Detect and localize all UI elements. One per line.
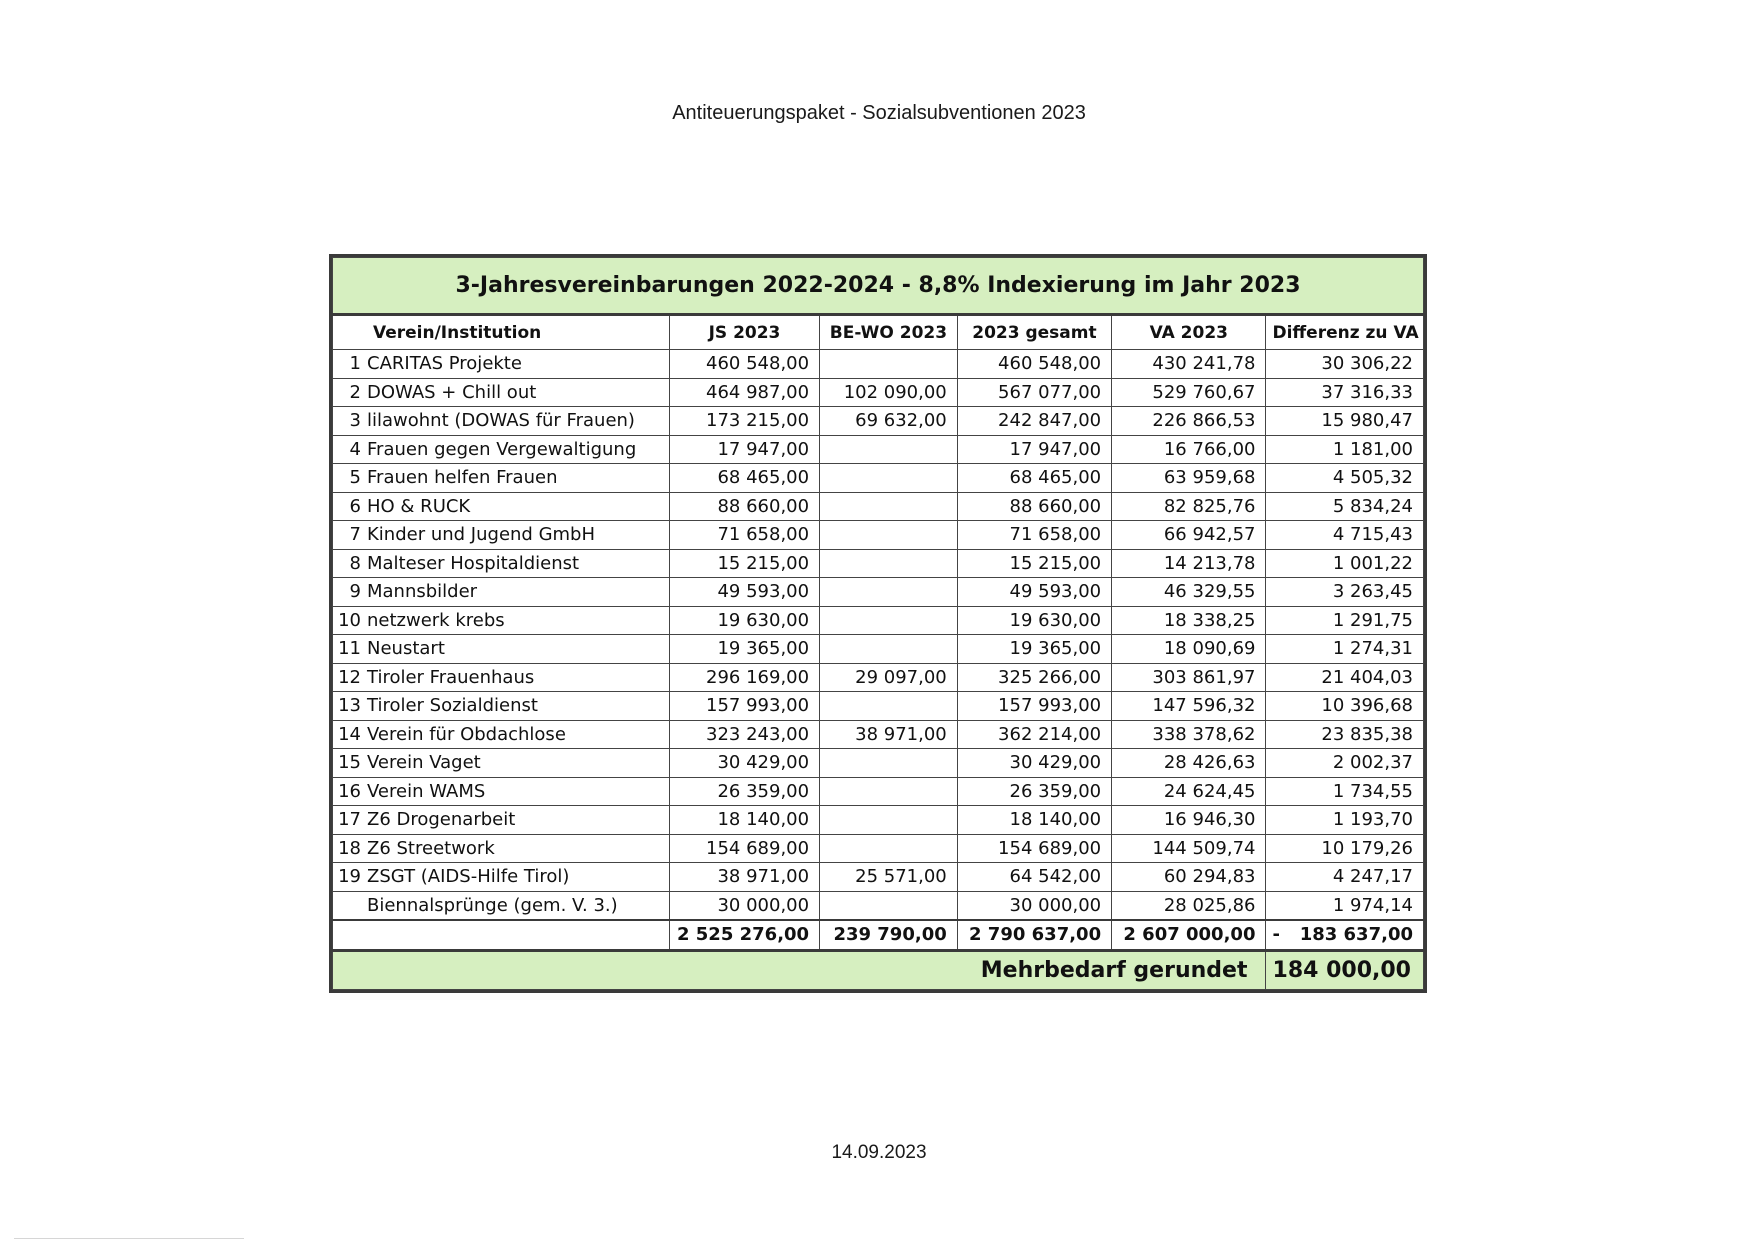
cell-bewo xyxy=(820,692,958,721)
table-row xyxy=(333,492,1424,521)
total-diff-cell xyxy=(1266,920,1424,950)
cell-js: 15 215,00 xyxy=(669,549,819,578)
cell-va: 338 378,62 xyxy=(1112,720,1266,749)
table-row xyxy=(333,891,1424,920)
cell-institution xyxy=(333,749,670,778)
institution-name: Neustart xyxy=(367,638,445,660)
table-row xyxy=(333,378,1424,407)
table-row xyxy=(333,720,1424,749)
cell-bewo xyxy=(820,606,958,635)
cell-bewo: 69 632,00 xyxy=(820,407,958,436)
cell-diff: 1 291,75 xyxy=(1266,606,1424,635)
table-row xyxy=(333,777,1424,806)
cell-gesamt: 157 993,00 xyxy=(957,692,1111,721)
institution-name: CARITAS Projekte xyxy=(367,353,522,375)
cell-va: 529 760,67 xyxy=(1112,378,1266,407)
table-row xyxy=(333,578,1424,607)
cell-bewo: 25 571,00 xyxy=(820,863,958,892)
cell-diff: 1 734,55 xyxy=(1266,777,1424,806)
row-number: 18 xyxy=(338,837,361,859)
cell-bewo xyxy=(820,464,958,493)
cell-institution xyxy=(333,891,670,920)
cell-bewo xyxy=(820,777,958,806)
cell-bewo xyxy=(820,635,958,664)
row-number: 2 xyxy=(349,381,361,403)
cell-js: 30 429,00 xyxy=(669,749,819,778)
mehrbedarf-label: Mehrbedarf gerundet xyxy=(333,950,1266,989)
footer-row xyxy=(333,950,1424,989)
institution-name: ZSGT (AIDS-Hilfe Tirol) xyxy=(367,866,570,888)
cell-institution xyxy=(333,606,670,635)
table-row xyxy=(333,464,1424,493)
row-number: 6 xyxy=(349,495,361,517)
column-header-gesamt: 2023 gesamt xyxy=(957,315,1111,350)
cell-js: 19 630,00 xyxy=(669,606,819,635)
cell-institution xyxy=(333,834,670,863)
institution-name: Tiroler Frauenhaus xyxy=(367,666,535,688)
row-number: 12 xyxy=(338,666,361,688)
cell-diff: 37 316,33 xyxy=(1266,378,1424,407)
row-number: 15 xyxy=(338,752,361,774)
cell-va: 226 866,53 xyxy=(1112,407,1266,436)
institution-name: DOWAS + Chill out xyxy=(367,381,537,403)
cell-va: 28 426,63 xyxy=(1112,749,1266,778)
cell-diff: 4 505,32 xyxy=(1266,464,1424,493)
cell-js: 19 365,00 xyxy=(669,635,819,664)
cell-va: 28 025,86 xyxy=(1112,891,1266,920)
cell-bewo xyxy=(820,578,958,607)
row-number: 8 xyxy=(349,552,361,574)
cell-bewo xyxy=(820,492,958,521)
cell-institution xyxy=(333,663,670,692)
row-number: 19 xyxy=(338,866,361,888)
cell-js: 71 658,00 xyxy=(669,521,819,550)
cell-bewo xyxy=(820,891,958,920)
cell-institution xyxy=(333,521,670,550)
total-diff-sign: - xyxy=(1272,924,1280,946)
cell-bewo: 29 097,00 xyxy=(820,663,958,692)
cell-institution xyxy=(333,578,670,607)
row-number: 1 xyxy=(349,353,361,375)
totals-row xyxy=(333,920,1424,950)
cell-va: 82 825,76 xyxy=(1112,492,1266,521)
cell-va: 147 596,32 xyxy=(1112,692,1266,721)
column-header-differenz: Differenz zu VA xyxy=(1266,315,1424,350)
subsidy-table xyxy=(332,257,1424,990)
institution-name: Z6 Drogenarbeit xyxy=(367,809,516,831)
institution-name: Frauen helfen Frauen xyxy=(367,467,558,489)
cell-gesamt: 18 140,00 xyxy=(957,806,1111,835)
cell-gesamt: 88 660,00 xyxy=(957,492,1111,521)
cell-js: 26 359,00 xyxy=(669,777,819,806)
cell-bewo xyxy=(820,806,958,835)
total-va: 2 607 000,00 xyxy=(1112,920,1266,950)
row-number: 11 xyxy=(338,638,361,660)
institution-name: Z6 Streetwork xyxy=(367,837,495,859)
cell-js: 18 140,00 xyxy=(669,806,819,835)
cell-gesamt: 567 077,00 xyxy=(957,378,1111,407)
cell-gesamt: 26 359,00 xyxy=(957,777,1111,806)
cell-diff: 10 179,26 xyxy=(1266,834,1424,863)
cell-diff: 1 974,14 xyxy=(1266,891,1424,920)
cell-institution xyxy=(333,777,670,806)
cell-gesamt: 64 542,00 xyxy=(957,863,1111,892)
cell-gesamt: 460 548,00 xyxy=(957,350,1111,379)
row-number: 9 xyxy=(349,581,361,603)
table-row xyxy=(333,806,1424,835)
cell-js: 17 947,00 xyxy=(669,435,819,464)
cell-va: 60 294,83 xyxy=(1112,863,1266,892)
column-header-bewo: BE-WO 2023 xyxy=(820,315,958,350)
cell-va: 144 509,74 xyxy=(1112,834,1266,863)
cell-js: 464 987,00 xyxy=(669,378,819,407)
cell-gesamt: 362 214,00 xyxy=(957,720,1111,749)
cell-js: 173 215,00 xyxy=(669,407,819,436)
cell-bewo xyxy=(820,435,958,464)
table-row xyxy=(333,749,1424,778)
institution-name: Kinder und Jugend GmbH xyxy=(367,524,596,546)
institution-name: Frauen gegen Vergewaltigung xyxy=(367,438,637,460)
institution-name: Verein Vaget xyxy=(367,752,481,774)
cell-gesamt: 19 365,00 xyxy=(957,635,1111,664)
cell-js: 296 169,00 xyxy=(669,663,819,692)
cell-diff: 30 306,22 xyxy=(1266,350,1424,379)
scan-artifact-line xyxy=(14,1238,244,1239)
cell-bewo xyxy=(820,521,958,550)
cell-js: 49 593,00 xyxy=(669,578,819,607)
total-diff: 183 637,00 xyxy=(1299,924,1413,946)
cell-gesamt: 325 266,00 xyxy=(957,663,1111,692)
cell-institution xyxy=(333,350,670,379)
institution-name: Mannsbilder xyxy=(367,581,478,603)
cell-diff: 10 396,68 xyxy=(1266,692,1424,721)
table-row xyxy=(333,606,1424,635)
cell-va: 18 338,25 xyxy=(1112,606,1266,635)
cell-va: 430 241,78 xyxy=(1112,350,1266,379)
cell-gesamt: 15 215,00 xyxy=(957,549,1111,578)
cell-institution xyxy=(333,635,670,664)
row-number: 10 xyxy=(338,609,361,631)
totals-label-cell xyxy=(333,920,670,950)
row-number: 5 xyxy=(349,467,361,489)
subsidy-table-frame xyxy=(329,254,1427,993)
cell-institution xyxy=(333,492,670,521)
cell-institution xyxy=(333,378,670,407)
total-gesamt: 2 790 637,00 xyxy=(957,920,1111,950)
institution-name: Biennalsprünge (gem. V. 3.) xyxy=(367,894,618,916)
cell-institution xyxy=(333,407,670,436)
cell-gesamt: 17 947,00 xyxy=(957,435,1111,464)
cell-js: 88 660,00 xyxy=(669,492,819,521)
row-number: 17 xyxy=(338,809,361,831)
cell-gesamt: 68 465,00 xyxy=(957,464,1111,493)
cell-va: 63 959,68 xyxy=(1112,464,1266,493)
cell-bewo: 38 971,00 xyxy=(820,720,958,749)
cell-institution xyxy=(333,435,670,464)
cell-institution xyxy=(333,692,670,721)
table-banner: 3-Jahresvereinbarungen 2022-2024 - 8,8% Indexierung im Jahr 2023 xyxy=(333,258,1424,315)
column-header-verein: Verein/Institution xyxy=(333,315,670,350)
cell-diff: 3 263,45 xyxy=(1266,578,1424,607)
institution-name: Verein für Obdachlose xyxy=(367,723,566,745)
cell-js: 154 689,00 xyxy=(669,834,819,863)
institution-name: Tiroler Sozialdienst xyxy=(367,695,538,717)
table-row xyxy=(333,435,1424,464)
cell-diff: 21 404,03 xyxy=(1266,663,1424,692)
row-number: 7 xyxy=(349,524,361,546)
row-number: 13 xyxy=(338,695,361,717)
cell-gesamt: 30 000,00 xyxy=(957,891,1111,920)
row-number: 3 xyxy=(349,410,361,432)
table-row xyxy=(333,663,1424,692)
table-body xyxy=(333,258,1424,990)
institution-name: HO & RUCK xyxy=(367,495,471,517)
cell-gesamt: 71 658,00 xyxy=(957,521,1111,550)
cell-bewo xyxy=(820,834,958,863)
cell-diff: 5 834,24 xyxy=(1266,492,1424,521)
table-row xyxy=(333,863,1424,892)
cell-gesamt: 49 593,00 xyxy=(957,578,1111,607)
cell-diff: 1 274,31 xyxy=(1266,635,1424,664)
cell-va: 24 624,45 xyxy=(1112,777,1266,806)
cell-gesamt: 154 689,00 xyxy=(957,834,1111,863)
cell-va: 66 942,57 xyxy=(1112,521,1266,550)
cell-bewo: 102 090,00 xyxy=(820,378,958,407)
cell-diff: 1 193,70 xyxy=(1266,806,1424,835)
cell-gesamt: 19 630,00 xyxy=(957,606,1111,635)
row-number: 4 xyxy=(349,438,361,460)
cell-diff: 1 181,00 xyxy=(1266,435,1424,464)
cell-js: 30 000,00 xyxy=(669,891,819,920)
column-header-js: JS 2023 xyxy=(669,315,819,350)
cell-diff: 4 247,17 xyxy=(1266,863,1424,892)
table-row xyxy=(333,350,1424,379)
cell-js: 460 548,00 xyxy=(669,350,819,379)
cell-va: 46 329,55 xyxy=(1112,578,1266,607)
row-number: 16 xyxy=(338,780,361,802)
column-header-va: VA 2023 xyxy=(1112,315,1266,350)
cell-va: 16 946,30 xyxy=(1112,806,1266,835)
table-row xyxy=(333,407,1424,436)
cell-diff: 4 715,43 xyxy=(1266,521,1424,550)
mehrbedarf-value: 184 000,00 xyxy=(1266,950,1424,989)
cell-bewo xyxy=(820,350,958,379)
table-banner-row xyxy=(333,258,1424,315)
total-bewo: 239 790,00 xyxy=(820,920,958,950)
cell-institution xyxy=(333,464,670,493)
table-row xyxy=(333,692,1424,721)
row-number: 14 xyxy=(338,723,361,745)
cell-institution xyxy=(333,549,670,578)
institution-name: Malteser Hospitaldienst xyxy=(367,552,580,574)
cell-va: 14 213,78 xyxy=(1112,549,1266,578)
cell-institution xyxy=(333,720,670,749)
cell-bewo xyxy=(820,749,958,778)
cell-gesamt: 30 429,00 xyxy=(957,749,1111,778)
table-row xyxy=(333,549,1424,578)
institution-name: Verein WAMS xyxy=(367,780,486,802)
cell-diff: 2 002,37 xyxy=(1266,749,1424,778)
table-header-row xyxy=(333,315,1424,350)
table-row xyxy=(333,521,1424,550)
cell-bewo xyxy=(820,549,958,578)
table-row xyxy=(333,635,1424,664)
cell-js: 68 465,00 xyxy=(669,464,819,493)
cell-diff: 15 980,47 xyxy=(1266,407,1424,436)
cell-institution xyxy=(333,863,670,892)
cell-institution xyxy=(333,806,670,835)
cell-js: 38 971,00 xyxy=(669,863,819,892)
total-js: 2 525 276,00 xyxy=(669,920,819,950)
cell-js: 157 993,00 xyxy=(669,692,819,721)
cell-diff: 1 001,22 xyxy=(1266,549,1424,578)
institution-name: netzwerk krebs xyxy=(367,609,505,631)
cell-va: 18 090,69 xyxy=(1112,635,1266,664)
cell-js: 323 243,00 xyxy=(669,720,819,749)
document-date: 14.09.2023 xyxy=(831,1142,927,1163)
cell-gesamt: 242 847,00 xyxy=(957,407,1111,436)
table-row xyxy=(333,834,1424,863)
cell-va: 16 766,00 xyxy=(1112,435,1266,464)
cell-diff: 23 835,38 xyxy=(1266,720,1424,749)
cell-va: 303 861,97 xyxy=(1112,663,1266,692)
document-title: Antiteuerungspaket - Sozialsubventionen 2023 xyxy=(672,102,1086,124)
institution-name: lilawohnt (DOWAS für Frauen) xyxy=(367,410,635,432)
